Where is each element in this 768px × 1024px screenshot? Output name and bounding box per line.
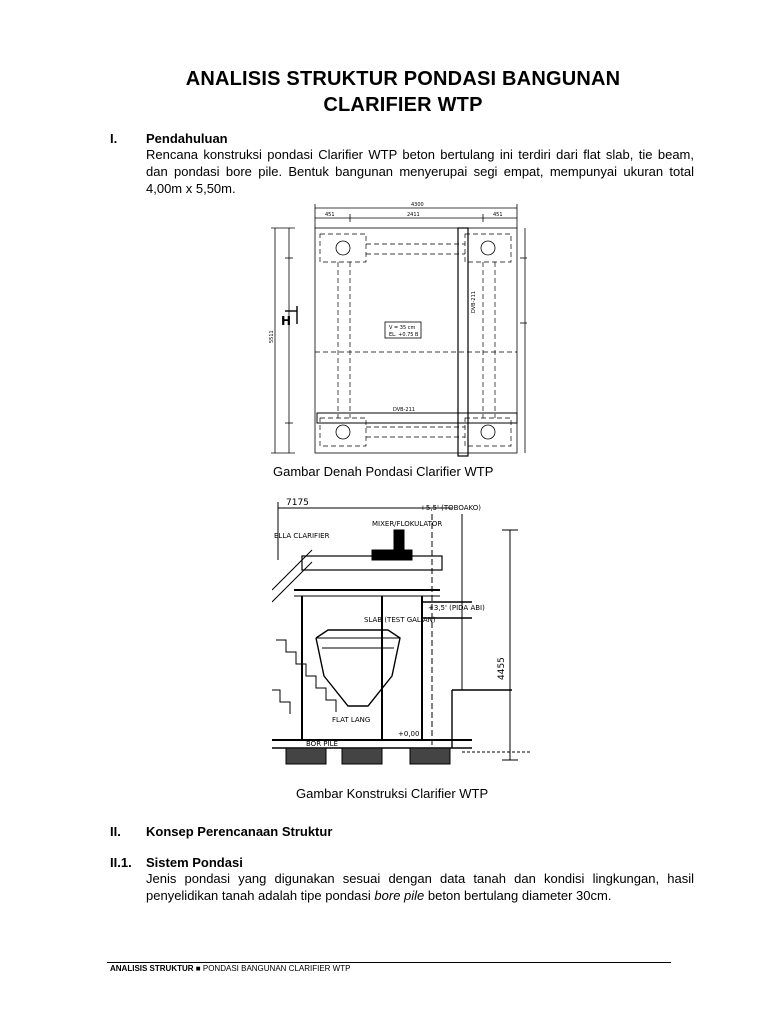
plan-dim-edge-left: 451 — [325, 212, 335, 218]
plan-dim-mid: 2411 — [407, 212, 420, 218]
title-line-2: CLARIFIER WTP — [323, 94, 483, 116]
plan-note-2: EL. +0.75 B — [389, 332, 419, 338]
footer-bold-text: ANALISIS STRUKTUR — [110, 964, 194, 973]
clarifier-section-drawing — [272, 490, 534, 790]
section-2-heading: Konsep Perencanaan Struktur — [146, 824, 333, 839]
section-slab-label: SLAB (TEST GALIAN) — [364, 616, 436, 624]
section-floor-label: FLAT LANG — [332, 716, 371, 724]
plan-note-1: V = 35 cm — [389, 325, 416, 331]
section-2-1-text-b: beton bertulang diameter 30cm. — [424, 888, 612, 903]
section-mixer-label: MIXER/FLOKULATOR — [372, 520, 443, 528]
title-line-1: ANALISIS STRUKTUR PONDASI BANGUNAN — [185, 68, 621, 90]
plan-dim-total-width: 4300 — [411, 202, 424, 208]
plan-dim-edge-right: 451 — [493, 212, 503, 218]
section-level-label: +0,00 — [398, 730, 420, 738]
section-2-1-text-a: Jenis pondasi yang digunakan sesuai dengan data tanah dan kondisi lingkungan, hasil penyelidikan tanah adalah tipe pondasi — [146, 871, 694, 903]
document-title — [0, 66, 768, 118]
section-1-number: I. — [110, 131, 118, 146]
section-base-label: BOR PILE — [306, 740, 338, 748]
section-2-1-text-italic: bore pile — [374, 888, 425, 903]
section-height-dim: 4455 — [497, 657, 507, 680]
figure-1-caption: Gambar Denah Pondasi Clarifier WTP — [273, 464, 494, 479]
section-dim-top: 7175 — [286, 498, 309, 508]
section-1-paragraph: Rencana konstruksi pondasi Clarifier WTP beton bertulang ini terdiri dari flat slab, tie beam, dan pondasi bore pile. Bentuk bangunan menyerupai segi empat, mempunyai ukuran total 4,00m x 5,50m. — [146, 147, 694, 196]
section-2-1-paragraph — [146, 870, 694, 904]
section-el-top: +5,5' (TOBOAKO) — [420, 504, 481, 512]
plan-section-mark: H — [281, 314, 292, 328]
section-2-number: II. — [110, 824, 121, 839]
section-2-1-number: II.1. — [110, 855, 132, 870]
foundation-plan-drawing — [265, 198, 535, 460]
footer-text: PONDASI BANGUNAN CLARIFIER WTP — [202, 964, 351, 973]
section-2-1-heading: Sistem Pondasi — [146, 855, 243, 870]
footer-separator: ■ — [195, 964, 201, 973]
plan-beam-horizontal-label: DVB-211 — [393, 407, 415, 413]
plan-beam-vertical-label: DVB-211 — [471, 291, 477, 313]
figure-2-caption: Gambar Konstruksi Clarifier WTP — [296, 786, 489, 801]
section-1-heading: Pendahuluan — [146, 131, 228, 146]
footer-rule — [107, 962, 671, 963]
page-footer — [110, 964, 350, 973]
plan-dim-total-height: 5511 — [269, 330, 275, 343]
section-el-mid: +3,5' (PIDA ABI) — [428, 604, 485, 612]
section-tank-label: ELLA CLARIFIER — [274, 532, 330, 540]
